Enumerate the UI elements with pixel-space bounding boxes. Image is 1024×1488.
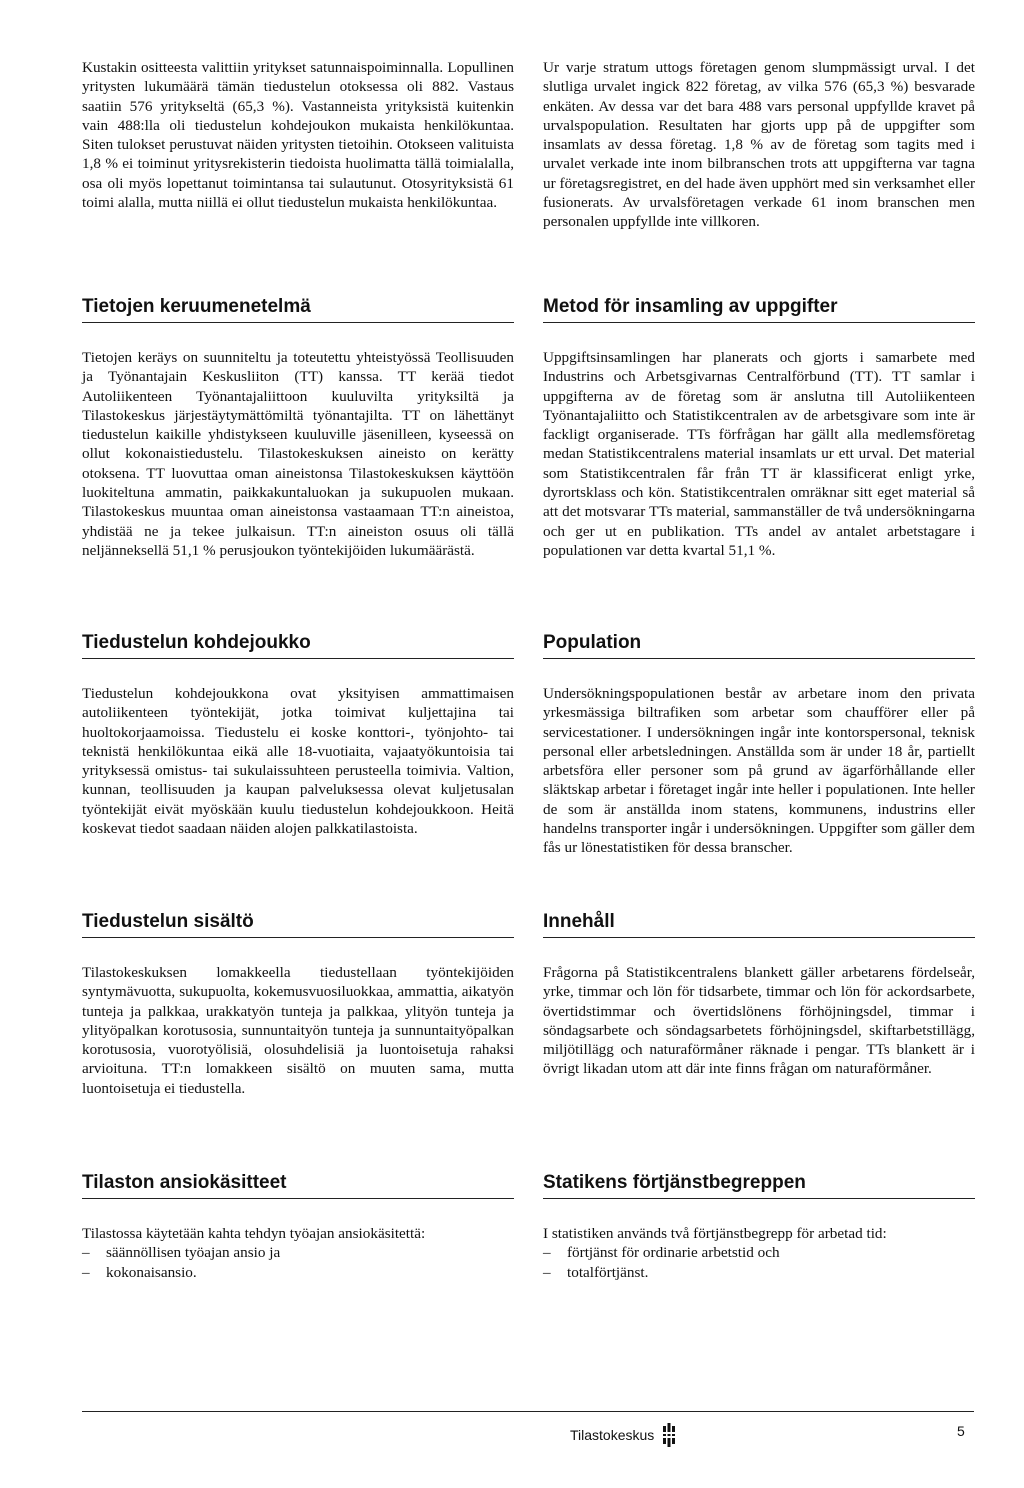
fi-section-kohdejoukko <box>82 632 514 838</box>
page-number: 5 <box>957 1423 965 1439</box>
fi-section-text: Tilastokeskuksen lomakkeella tiedustellaan työntekijöiden syntymävuotta, sukupuolta, kokemusvuosiluokkaa, ammattia, aikatyön tunteja ja palkkaa, urakkatyön tunteja ja palkkaa, ylityön tunteja ja ylityöpalkan korotusosia, sunnuntaityön tunteja ja sunnuntaityöpalkan korotusosia, vuorotyölisiä, olosuhdelisiä ja luontoisetuja rahaksi arvioituna. TT:n lomakkeen sisältö on muuten sama, mutta luontoisetuja ei tiedustella. <box>82 964 514 1097</box>
fi-section-text: Tilastossa käytetään kahta tehdyn työajan ansiokäsitettä: <box>82 1225 426 1242</box>
fi-earnings-list <box>82 1243 514 1282</box>
fi-section-sisalto <box>82 911 514 1098</box>
fi-section-heading: Tiedustelun kohdejoukko <box>82 632 514 659</box>
fi-section-heading: Tietojen keruumenetelmä <box>82 296 514 323</box>
sv-section-innehall <box>543 911 975 1079</box>
footer-brand-name: Tilastokeskus <box>570 1427 655 1443</box>
sv-earnings-list <box>543 1243 975 1282</box>
swedish-column <box>543 58 975 232</box>
tilastokeskus-logo-icon <box>660 1423 678 1447</box>
fi-section-text: Tiedustelun kohdejoukkona ovat yksityisen ammattimaisen autoliikenteen työntekijät, jotka toimivat kuljettajina tai huoltokorjaamoissa. Tiedustelu ei koske konttori-, työnjohto- tai teknistä henkilökuntaa eikä alle 18-vuotiaita, vajaatyökuntoisia tai yrityksessä omistus- tai sukulaissuhteen perusteella toimivia. Valtion, kunnan, teollisuuden ja kaupan palveluksessa olevat kuljetusalan työntekijät eivät myöskään kuulu tiedustelun kohdejoukkoon. Heitä koskevat tiedot saadaan näiden alojen palkkatilastoista. <box>82 685 514 838</box>
sv-section-text: Undersökningspopulationen består av arbetare inom den privata yrkesmässiga biltrafiken som arbetar som chaufförer eller på servicestationer. I undersökningen ingår inte kontorspersonal, teknisk personal eller arbetsledningen. Anställda som är under 18 år, partiellt arbetsföra eller personer som på grund av ägarförhållande eller släktskap arbetar i företaget ingår inte heller i populationen. Inte heller de som är anställda inom statens, kommunens, industrins eller handelns transporter ingår i undersökningen. Uppgifter som gäller dem fås ur lönestatistiken för dessa branscher. <box>543 685 975 857</box>
list-item: – förtjänst för ordinarie arbetstid och <box>543 1244 780 1262</box>
sv-section-text: Uppgiftsinsamlingen har planerats och gjorts i samarbete med Industrins och Arbetsgivarnas Centralförbund (TT). TT samlar i uppgifterna av de företag som är anslutna till Autoliikenteen Työnantajaliitto och Statistikcentralen av de arbetsgivare som inte är fackligt organiserade. TTs förfrågan har gällt alla medlemsföretag medan Statistikcentralens material insamlats ur ett urval. Det material som Statistikcentralen får från TT är klassificerat enligt yrke, dyrortsklass och kön. Statistikcentralen omräknar sitt eget material så att det motsvarar TTs material, sammanställer de två undersökningarna och ger ut en publikation. TTs andel av antalet arbetstagare i populationen var detta kvartal 51,1 %. <box>543 349 975 559</box>
finnish-column <box>82 58 514 212</box>
footer-divider <box>82 1411 974 1412</box>
list-item: – totalförtjänst. <box>543 1263 649 1281</box>
sv-section-population <box>543 632 975 858</box>
sv-section-heading: Innehåll <box>543 911 975 938</box>
footer-brand <box>570 1423 678 1447</box>
sv-section-heading: Metod för insamling av uppgifter <box>543 296 975 323</box>
fi-intro-paragraph: Kustakin ositteesta valittiin yritykset satunnaispoiminnalla. Lopullinen yritysten lukumäärä tämän tiedustelun otoksessa oli 882. Vastaus saatiin 576 yritykseltä (65,3 %). Vastanneista yrityksistä kuitenkin vain 488:lla oli tiedustelun kohdejoukon mukaista henkilökuntaa. Siten tulokset perustuvat näiden yritysten tietoihin. Otokseen valituista 1,8 % ei toiminut yritysrekisterin tiedoista huolimatta tällä toimialalla, osa oli myös lopettanut toimintansa tai sulautunut. Otosyrityksistä 61 toimi alalla, mutta niillä ei ollut tiedustelun mukaista henkilökuntaa. <box>82 59 514 212</box>
fi-section-ansiokasitteet <box>82 1172 514 1282</box>
fi-section-keruumenetelma <box>82 296 514 560</box>
sv-section-text: I statistiken används två förtjänstbegrepp för arbetad tid: <box>543 1225 887 1242</box>
sv-intro-paragraph: Ur varje stratum uttogs företagen genom slumpmässigt urval. I det slutliga urvalet ingick 822 företag, av vilka 576 (65,3 %) besvarade enkäten. Av dessa var det bara 488 vars personal uppfyllde kravet på urvalspopulation. Resultaten har gjorts upp på de uppgifter som insamlats av dessa företag. 1,8 % av de företag som tagits med i urvalet verkade inte inom bilbranschen trots att uppgifterna var tagna ur företagsregistret, en del hade även upphört med sin verksamhet eller fusionerats. Av urvalsföretagen verkade 61 inom branschen men personalen uppfyllde inte villkoren. <box>543 59 975 231</box>
fi-section-heading: Tilaston ansiokäsitteet <box>82 1172 514 1199</box>
list-item: – säännöllisen työajan ansio ja <box>82 1244 281 1262</box>
sv-section-heading: Population <box>543 632 975 659</box>
sv-section-text: Frågorna på Statistikcentralens blankett gäller arbetarens fördelseår, yrke, timmar och lön för tidsarbete, timmar och lön för ackordsarbete, övertidstimmar och övertidslönens förhöjningsdel, timmar i söndagsarbete och söndagsarbetets förhöjningsdel, skiftarbetstillägg, miljötillägg och naturaförmåner räknade i pengar. TTs blankett är i övrigt likadan utom att där inte finns frågan om naturaförmåner. <box>543 964 975 1078</box>
list-item: – kokonaisansio. <box>82 1263 197 1281</box>
sv-section-metod <box>543 296 975 560</box>
fi-section-text: Tietojen keräys on suunniteltu ja toteutettu yhteistyössä Teollisuuden ja Työnantajain Keskusliiton (TT) kanssa. TT kerää tiedot Autoliikenteen Työnantajaliittoon kuuluvilta yrityksiltä ja Tilastokeskus järjestäytymättömiltä työnantajilta. TT on lähettänyt tiedustelun kaikille yhdistykseen kuuluville jäsenilleen, kyseessä on ollut kokonaistiedustelu. Tilastokeskuksen aineisto on kerätty otoksena. TT luovuttaa oman aineistonsa Tilastokeskuksen käyttöön luokiteltuna ammatin, paikkakuntaluokan ja sukupuolen mukaan. Tilastokeskus muuntaa oman aineistonsa vastaamaan TT:n aineistoa, yhdistää ne ja tekee julkaisun. TT:n aineiston osuus oli tällä neljänneksellä 51,1 % perusjoukon työntekijöiden lukumäärästä. <box>82 349 514 559</box>
sv-section-fortjanstbegreppen <box>543 1172 975 1282</box>
sv-section-heading: Statikens förtjänstbegreppen <box>543 1172 975 1199</box>
fi-section-heading: Tiedustelun sisältö <box>82 911 514 938</box>
